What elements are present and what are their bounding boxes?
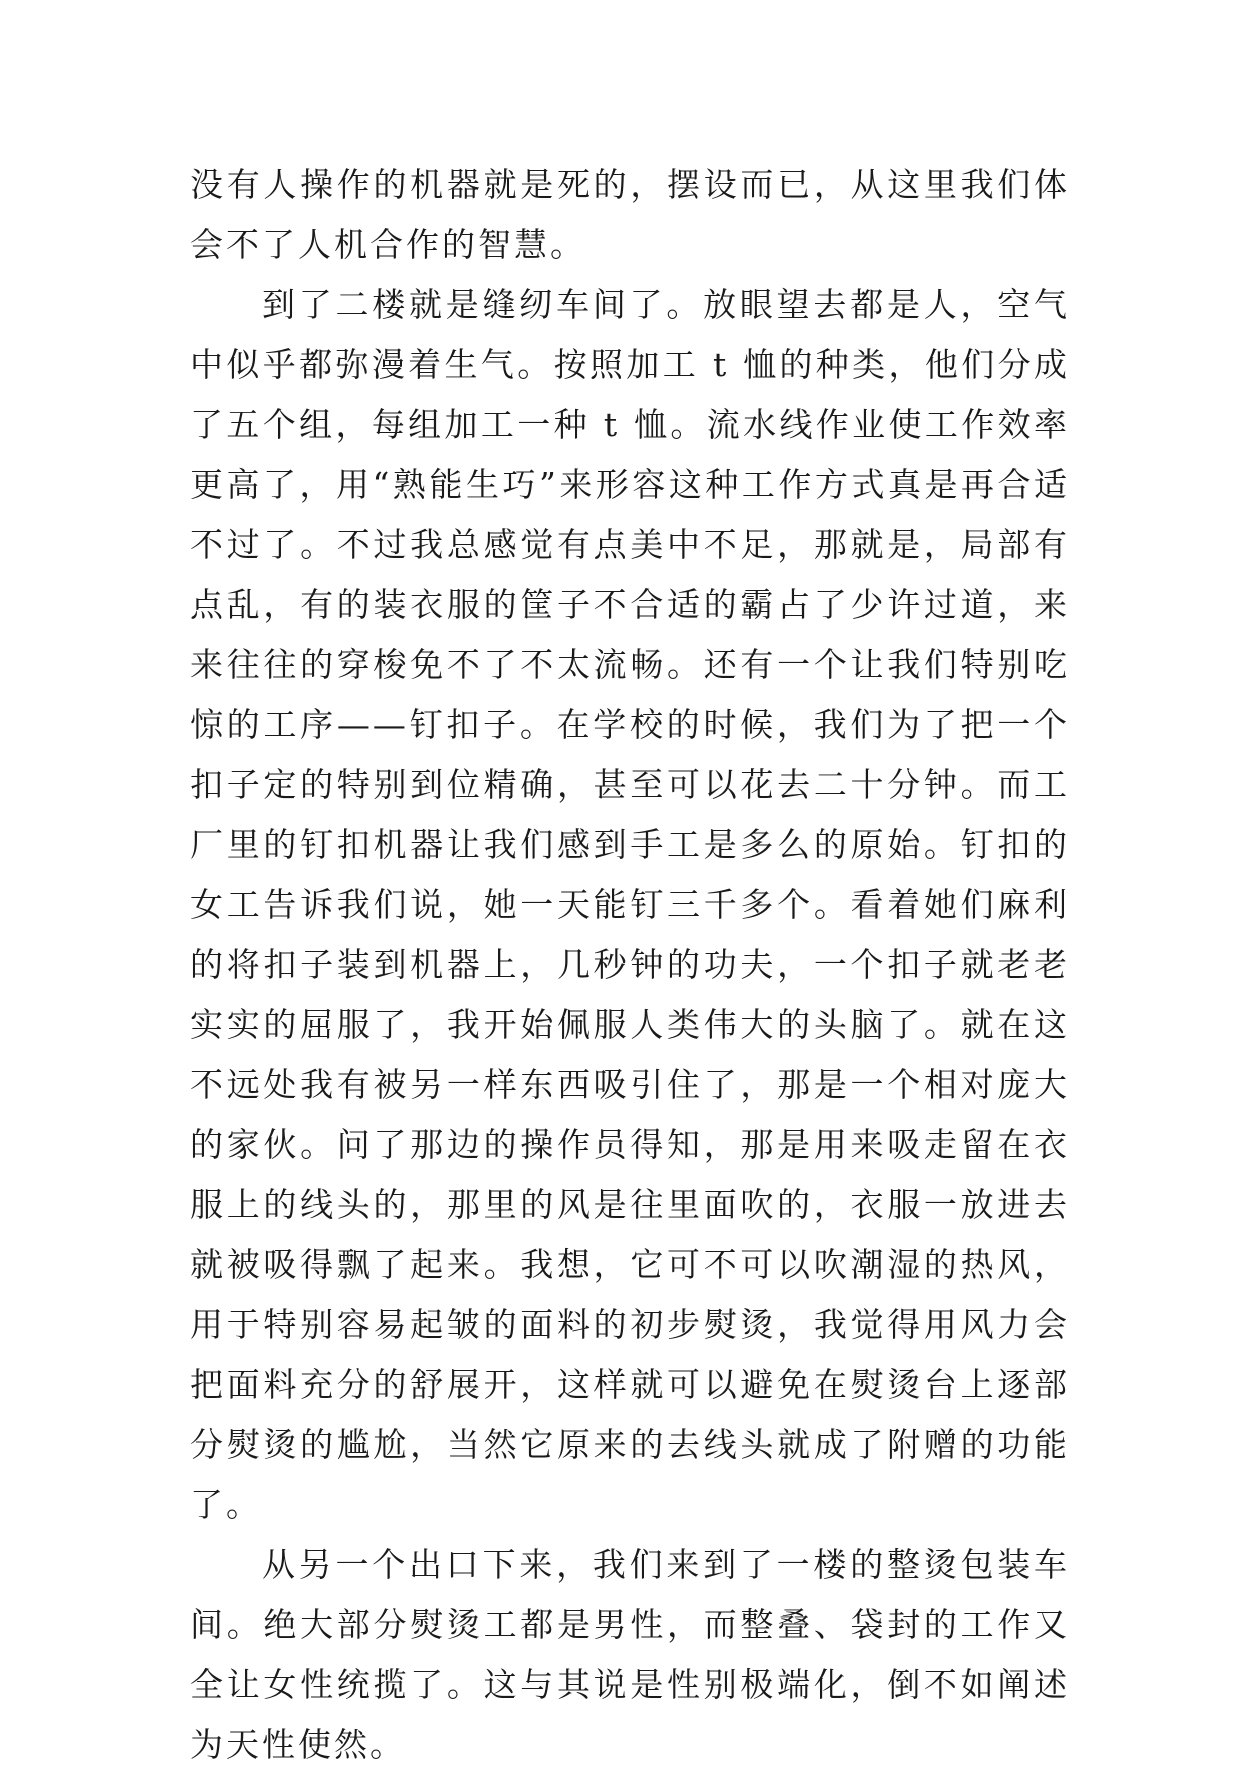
paragraph-1: 没有人操作的机器就是死的，摆设而已，从这里我们体会不了人机合作的智慧。 <box>190 165 1070 264</box>
document-body <box>190 155 1070 1775</box>
paragraph-2: 到了二楼就是缝纫车间了。放眼望去都是人，空气中似乎都弥漫着生气。按照加工 t 恤的种类，他们分成了五个组，每组加工一种 t 恤。流水线作业使工作效率更高了，用“熟能生巧”来形容这种工作方式真是再合适不过了。不过我总感觉有点美中不足，那就是，局部有点乱，有的装衣服的筐子不合适的霸占了少许过道，来来往往的穿梭免不了不太流畅。还有一个让我们特别吃惊的工序——钉扣子。在学校的时候，我们为了把一个扣子定的特别到位精确，甚至可以花去二十分钟。而工厂里的钉扣机器让我们感到手工是多么的原始。钉扣的女工告诉我们说，她一天能钉三千多个。看着她们麻利的将扣子装到机器上，几秒钟的功夫，一个扣子就老老实实的屈服了，我开始佩服人类伟大的头脑了。就在这不远处我有被另一样东西吸引住了，那是一个相对庞大的家伙。问了那边的操作员得知，那是用来吸走留在衣服上的线头的，那里的风是往里面吹的，衣服一放进去就被吸得飘了起来。我想，它可不可以吹潮湿的热风，用于特别容易起皱的面料的初步熨烫，我觉得用风力会把面料充分的舒展开，这样就可以避免在熨烫台上逐部分熨烫的尴尬，当然它原来的去线头就成了附赠的功能了。 <box>190 285 1070 1524</box>
paragraph-3: 从另一个出口下来，我们来到了一楼的整烫包装车间。绝大部分熨烫工都是男性，而整叠、袋封的工作又全让女性统揽了。这与其说是性别极端化，倒不如阐述为天性使然。 <box>190 1545 1070 1764</box>
